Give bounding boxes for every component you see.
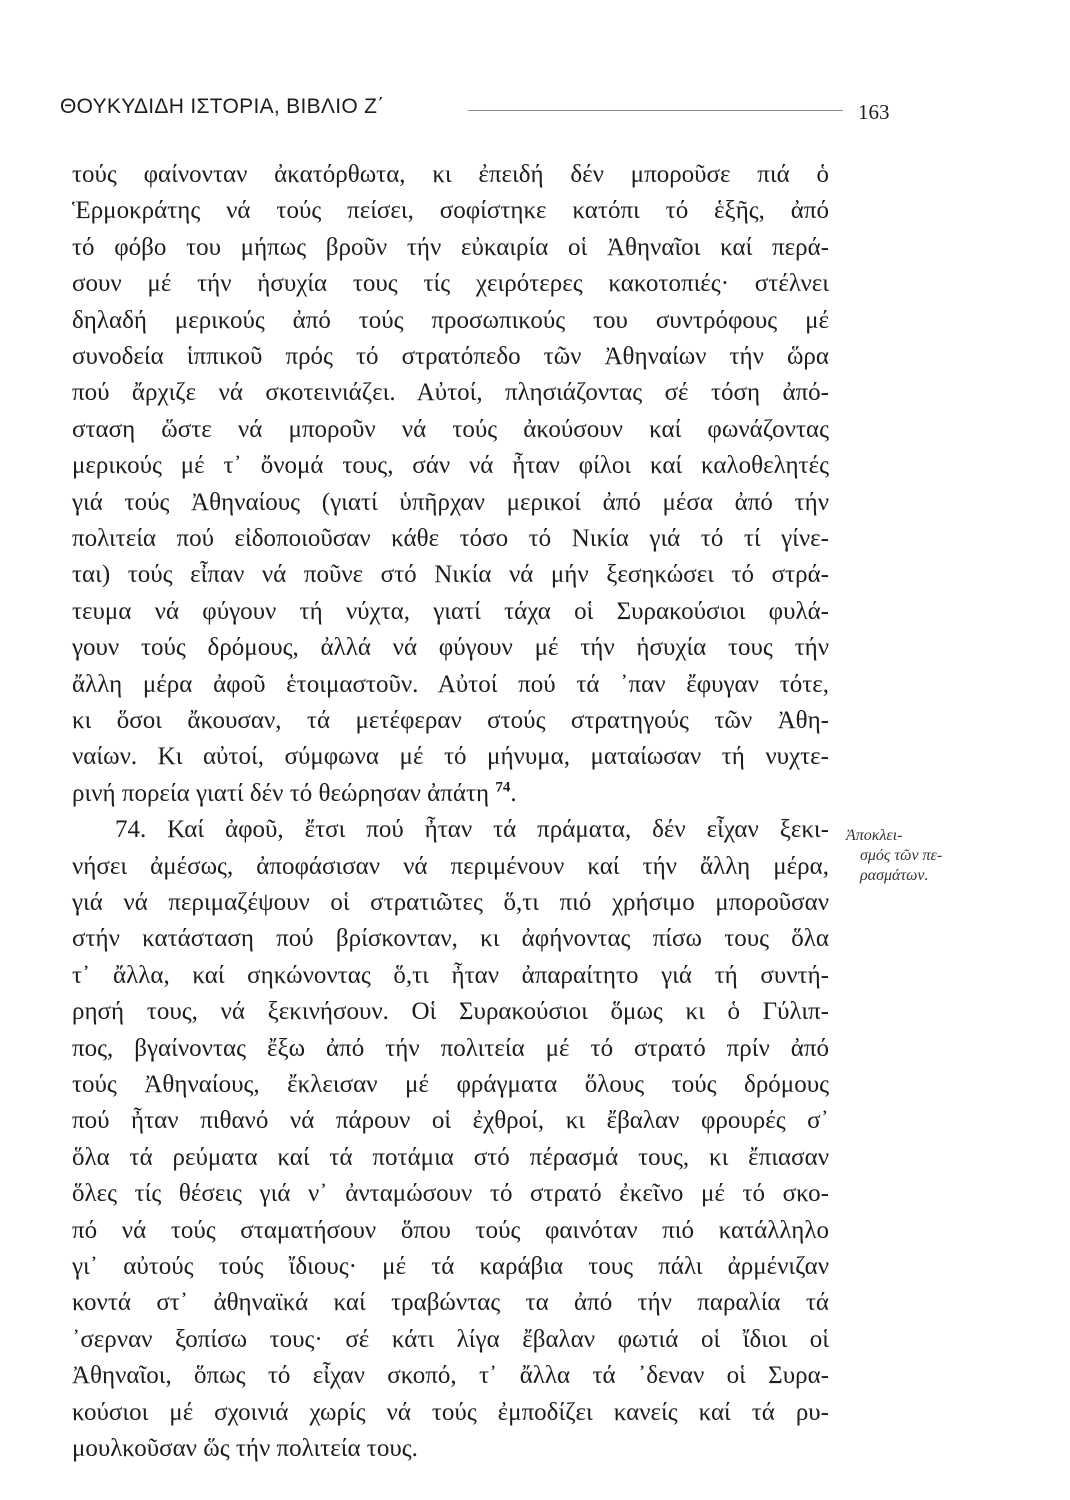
text-line: σταση ὥστε νά μποροῦν νά τούς ἀκούσουν καί φωνάζοντας [72,416,829,443]
text-line: ται) τούς εἶπαν νά ποῦνε στό Νικία νά μήν ξεσηκώσει τό στρά- [72,561,829,588]
text-line: ὅλα τά ρεύματα καί τά ποτάμια στό πέρασμά τους, κι ἔπιασαν [72,1144,829,1171]
footnote-ref: 74 [495,779,511,796]
text-line: τούς φαίνονταν ἀκατόρθωτα, κι ἐπειδή δέν μποροῦσε πιά ὁ [72,161,829,188]
running-header [60,95,890,125]
text-line: τούς Ἀθηναίους, ἔκλεισαν μέ φράγματα ὅλους τούς δρόμους [72,1071,829,1098]
text-line: δηλαδή μερικούς ἀπό τούς προσωπικούς του συντρόφους μέ [72,307,829,334]
text-line: κοντά στ᾽ ἀθηναϊκά καί τραβώντας τα ἀπό τήν παραλία τά [72,1289,829,1316]
text-line: γιά νά περιμαζέψουν οἱ στρατιῶτες ὅ,τι πιό χρήσιμο μποροῦσαν [72,889,829,916]
text-line: πος, βγαίνοντας ἔξω ἀπό τήν πολιτεία μέ τό στρατό πρίν ἀπό [72,1035,829,1062]
margin-note-line: σμός τῶν πε- [860,847,943,864]
page-number: 163 [858,100,890,124]
text-line: πολιτεία πού εἰδοποιοῦσαν κάθε τόσο τό Νικία γιά τό τί γίνε- [72,525,829,552]
text-line: ρησή τους, νά ξεκινήσουν. Οἱ Συρακούσιοι ὅμως κι ὁ Γύλιπ- [72,998,829,1025]
margin-note [846,826,976,886]
text-line: στήν κατάσταση πού βρίσκονταν, κι ἀφήνοντας πίσω τους ὅλα [72,925,829,952]
text-line: κούσιοι μέ σχοινιά χωρίς νά τούς ἐμποδίζει κανείς καί τά ρυ- [72,1399,829,1426]
text-line: πού ἦταν πιθανό νά πάρουν οἱ ἐχθροί, κι ἔβαλαν φρουρές σ᾽ [72,1107,829,1134]
text-line: τευμα νά φύγουν τή νύχτα, γιατί τάχα οἱ Συρακούσιοι φυλά- [72,598,829,625]
text-line: νήσει ἀμέσως, ἀποφάσισαν νά περιμένουν καί τήν ἄλλη μέρα, [72,853,829,880]
text-line [72,779,829,809]
running-title: ΘΟΥΚΥΔΙΔΗ ΙΣΤΟΡΙΑ, ΒΙΒΛΙΟ Ζ΄ [60,95,385,118]
text-line: Ἑρμοκράτης νά τούς πείσει, σοφίστηκε κατόπι τό ἑξῆς, ἀπό [72,197,829,224]
text-line: συνοδεία ἱππικοῦ πρός τό στρατόπεδο τῶν Ἀθηναίων τήν ὥρα [72,343,829,370]
text-line: ὅλες τίς θέσεις γιά ν᾽ ἀνταμώσουν τό στρατό ἐκεῖνο μέ τό σκο- [72,1180,829,1207]
text-line: ᾽σερναν ξοπίσω τους· σέ κάτι λίγα ἔβαλαν φωτιά οἱ ἴδιοι οἱ [72,1326,829,1353]
text-line: 74. Καί ἀφοῦ, ἔτσι πού ἦταν τά πράματα, δέν εἶχαν ξεκι- [115,816,829,843]
header-rule [468,110,843,111]
text-line: ναίων. Κι αὐτοί, σύμφωνα μέ τό μήνυμα, ματαίωσαν τή νυχτε- [72,743,829,770]
text-line: γι᾽ αὐτούς τούς ἴδιους· μέ τά καράβια τους πάλι ἀρμένιζαν [72,1253,829,1280]
text-line: γουν τούς δρόμους, ἀλλά νά φύγουν μέ τήν ἡσυχία τους τήν [72,634,829,661]
text-line: μερικούς μέ τ᾽ ὄνομά τους, σάν νά ἦταν φίλοι καί καλοθελητές [72,452,829,479]
text-line: γιά τούς Ἀθηναίους (γιατί ὑπῆρχαν μερικοί ἀπό μέσα ἀπό τήν [72,489,829,516]
text-line: πό νά τούς σταματήσουν ὅπου τούς φαινόταν πιό κατάλληλο [72,1217,829,1244]
text-line: σουν μέ τήν ἡσυχία τους τίς χειρότερες κακοτοπιές· στέλνει [72,270,829,297]
text-line: ἄλλη μέρα ἀφοῦ ἑτοιμαστοῦν. Αὐτοί πού τά ᾽παν ἔφυγαν τότε, [72,671,829,698]
text-line: τ᾽ ἄλλα, καί σηκώνοντας ὅ,τι ἦταν ἀπαραίτητο γιά τή συντή- [72,962,829,989]
text-line: τό φόβο του μήπως βροῦν τήν εὐκαιρία οἱ Ἀθηναῖοι καί περά- [72,234,829,261]
text-line-content: ρινή πορεία γιατί δέν τό θεώρησαν ἀπάτη [72,780,490,807]
margin-note-line: Ἀποκλει- [846,827,903,844]
footnote-suffix: . [510,780,517,807]
text-line: Ἀθηναῖοι, ὅπως τό εἶχαν σκοπό, τ᾽ ἄλλα τά ᾽δεναν οἱ Συρα- [72,1362,829,1389]
margin-note-line: ρασμάτων. [860,867,929,884]
text-line: κι ὅσοι ἄκουσαν, τά μετέφεραν στούς στρατηγούς τῶν Ἀθη- [72,707,829,734]
text-line: πού ἄρχιζε νά σκοτεινιάζει. Αὐτοί, πλησιάζοντας σέ τόση ἀπό- [72,379,829,406]
text-line: μουλκοῦσαν ὥς τήν πολιτεία τους. [72,1435,418,1462]
